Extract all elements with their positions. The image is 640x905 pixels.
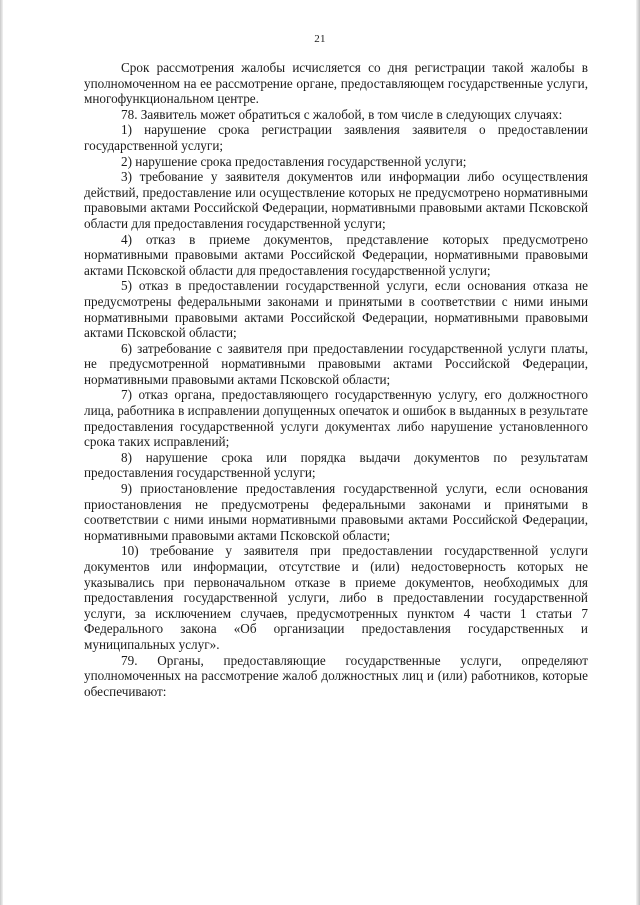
paragraph-review-period: Срок рассмотрения жалобы исчисляется со дня регистрации такой жалобы в уполномоченном на ее рассмотрение органе, предоставляющем государственные услуги, многофункциональном центре.	[84, 60, 588, 107]
scan-edge-left	[0, 0, 3, 905]
document-body	[84, 60, 588, 699]
paragraph-78-intro: 78. Заявитель может обратиться с жалобой, в том числе в следующих случаях:	[121, 106, 563, 122]
list-item-8: 8) нарушение срока или порядка выдачи документов по результатам предоставления государственной услуги;	[84, 449, 588, 481]
list-item-2: 2) нарушение срока предоставления государственной услуги;	[121, 153, 467, 169]
list-item-9: 9) приостановление предоставления государственной услуги, если основания приостановления не предусмотрены федеральными законами и принятыми в соответствии с ними иными нормативными правовыми актами Российской Федерации, нормативными правовыми актами Псковской области;	[84, 481, 588, 543]
list-item-4: 4) отказ в приеме документов, представление которых предусмотрено нормативными правовыми актами Российской Федерации, нормативными правовыми актами Псковской области для предоставления государственной услуги;	[84, 231, 588, 278]
list-item-6: 6) затребование с заявителя при предоставлении государственной услуги платы, не предусмотренной нормативными правовыми актами Российской Федерации, нормативными правовыми актами Псковской области;	[84, 340, 588, 387]
list-item-5: 5) отказ в предоставлении государственной услуги, если основания отказа не предусмотрены федеральными законами и принятыми в соответствии с ними иными нормативными правовыми актами Российской Федерации, нормативными правовыми актами Псковской области;	[84, 278, 588, 341]
list-item-1: 1) нарушение срока регистрации заявления заявителя о предоставлении государственной услуги;	[84, 122, 588, 153]
list-item-3: 3) требование у заявителя документов или информации либо осуществления действий, предоставление или осуществление которых не предусмотрено нормативными правовыми актами Российской Федерации, нормативными правовыми актами Псковской области для предоставления государственной услуги;	[84, 169, 588, 231]
list-item-10: 10) требование у заявителя при предоставлении государственной услуги документов или информации, отсутствие и (или) недостоверность которых не указывались при первоначальном отказе в приеме документов, необходимых для предоставления государственной услуги, либо в предоставлении государственной услуги, за исключением случаев, предусмотренных пунктом 4 части 1 статьи 7 Федерального закона «Об организации предоставления государственных и муниципальных услуг».	[84, 543, 588, 652]
list-item-7: 7) отказ органа, предоставляющего государственную услугу, его должностного лица, работника в исправлении допущенных опечаток и ошибок в выданных в результате предоставления государственной услуги документах либо нарушение установленного срока таких исправлений;	[84, 387, 588, 450]
paragraph-79: 79. Органы, предоставляющие государственные услуги, определяют уполномоченных на рассмотрение жалоб должностных лиц и (или) работников, которые обеспечивают:	[84, 652, 588, 699]
scan-edge-right	[636, 0, 640, 905]
page-number: 21	[314, 33, 326, 45]
